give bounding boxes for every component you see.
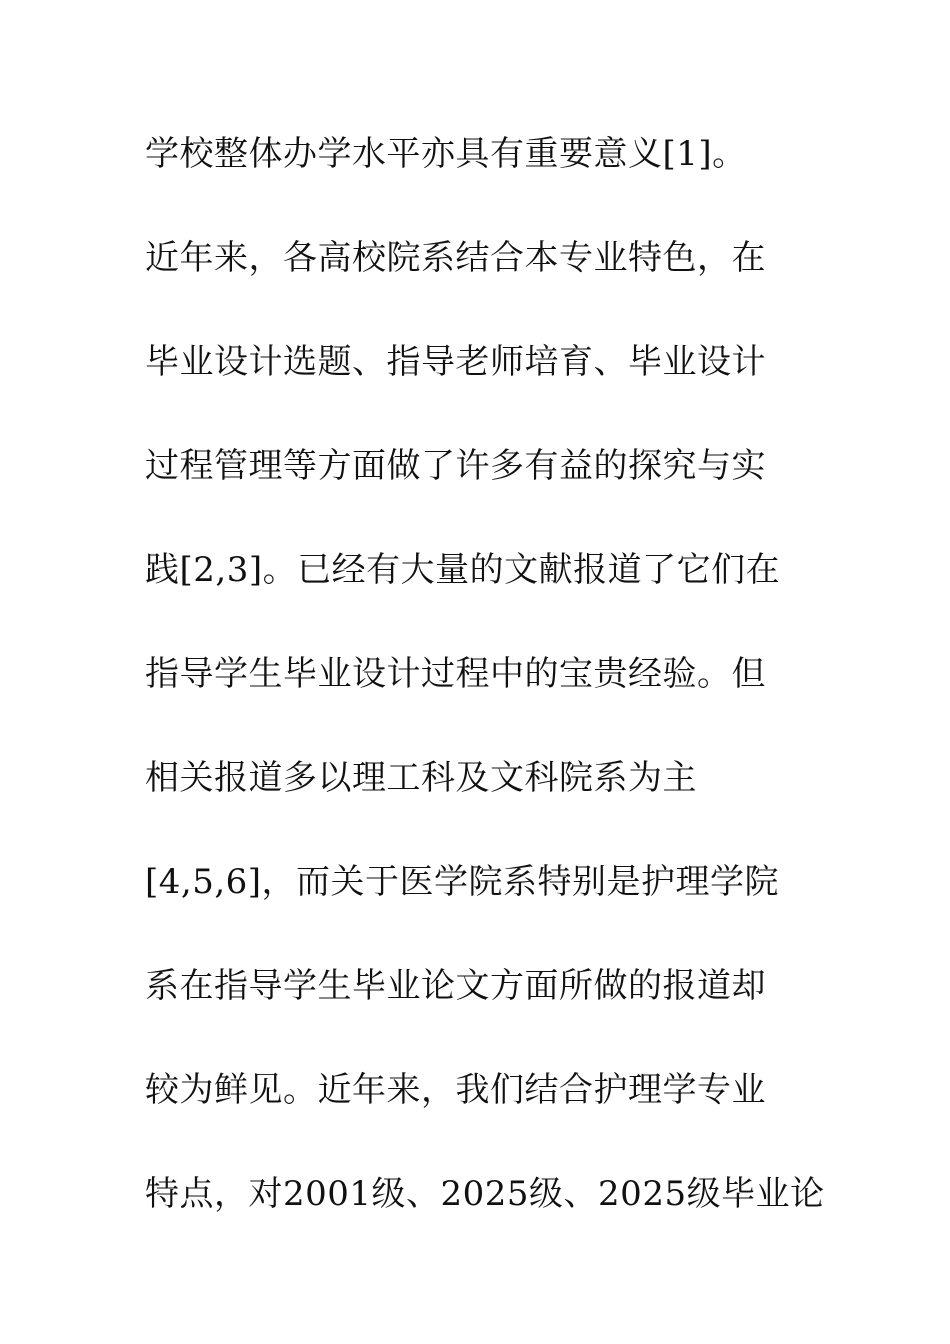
- text-line: 指导学生毕业设计过程中的宝贵经验。但: [145, 654, 766, 694]
- text-line: 特点，对2001级、2025级、2025级毕业论: [145, 1174, 825, 1214]
- body-paragraph: [145, 126, 845, 1270]
- text-line: 相关报道多以理工科及文科院系为主: [145, 758, 697, 798]
- text-line: 学校整体办学水平亦具有重要意义[1]。: [145, 134, 747, 174]
- text-line: 系在指导学生毕业论文方面所做的报道却: [145, 966, 766, 1006]
- text-line: 毕业设计选题、指导老师培育、毕业设计: [145, 342, 766, 382]
- text-line: 近年来，各高校院系结合本专业特色，在: [145, 238, 766, 278]
- text-line: 过程管理等方面做了许多有益的探究与实: [145, 446, 766, 486]
- text-line: 较为鲜见。近年来，我们结合护理学专业: [145, 1070, 766, 1110]
- text-line: [4,5,6]，而关于医学院系特别是护理学院: [145, 862, 780, 902]
- text-line: 践[2,3]。已经有大量的文献报道了它们在: [145, 550, 781, 590]
